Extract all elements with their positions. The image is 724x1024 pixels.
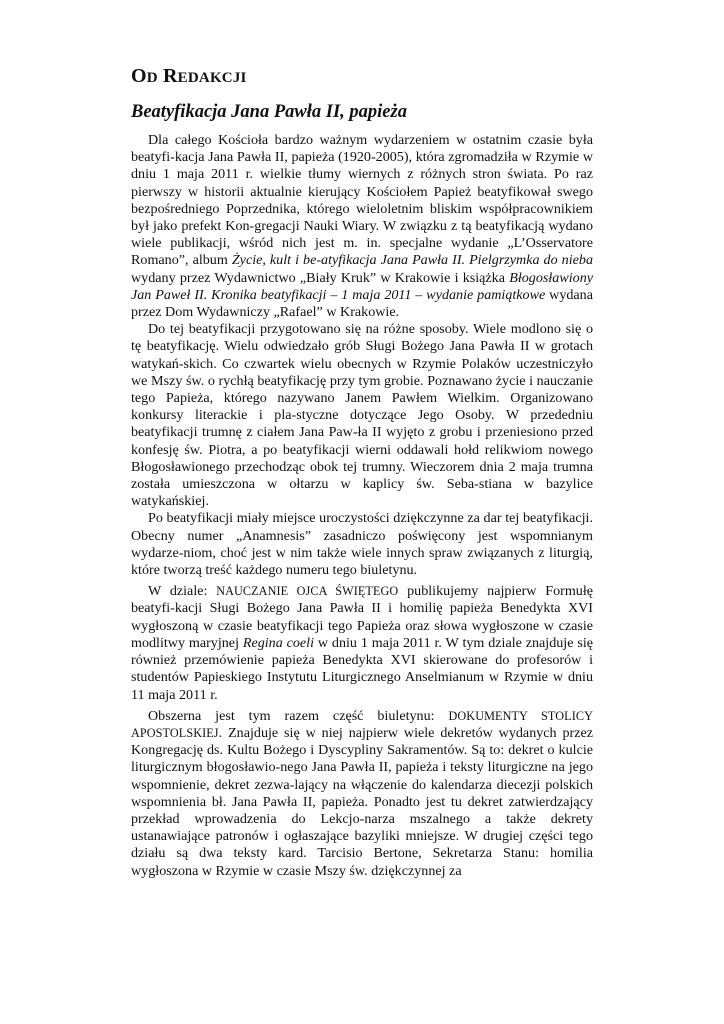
p4-section-name: NAUCZANIE OJCA ŚWIĘTEGO [216,584,399,599]
paragraph-1 [131,132,593,321]
p4-text-a: W dziale: [148,583,217,600]
header-initial-r: R [163,65,178,87]
p1-text-b: wydany przez Wydawnictwo „Biały Kruk” w Krakowie i książka [131,269,510,286]
p5-text-a: Obszerna jest tym razem część biuletynu: [148,707,449,724]
paragraph-2: Do tej beatyfikacji przygotowano się na różne sposoby. Wiele modlono się o tę beatyfikację. Wielu odwiedzało grób Sługi Bożego Jana Pawła II w grotach watykań-skich. Co czwartek wielu obecnych w Rzymie Polaków uczestniczyło we Mszy św. o rychłą beatyfikację przy tym grobie. Poznawano życie i nauczanie tego Papieża, którego nazywano Janem Pawłem Wielkim. Organizowano konkursy literackie i pla-styczne dotyczące Jego Osoby. W przededniu beatyfikacji trumnę z ciałem Jana Paw-ła II wyjęto z grobu i przeniesiono przed konfesję św. Piotra, a po beatyfikacji wierni oddawali hołd relikwiom nowego Błogosławionego przechodząc obok tej trumny. Wieczorem dnia 2 maja trumna została umieszczona w ołtarzu w kaplicy św. Seba-stiana w bazylice watykańskiej. [131,321,593,510]
p1-italic-title-1: Życie, kult i be-atyfikacja Jana Pawła II. Pielgrzymka do nieba [231,252,593,269]
p5-section-name: DOKUMENTY STOLICY APOSTOLSKIEJ [131,708,593,740]
p4-text-c: w dniu 1 maja 2011 r. W tym dziale znajduje się również przemówienie papieża Benedykta XVI skierowane do profesorów i studentów Papieskiego Instytutu Liturgicznego Anselmianum w Rzymie w dniu 11 maja 2011 r. [131,634,593,703]
section-header [131,64,593,90]
header-rest-edakcji: EDAKCJI [177,70,247,86]
p1-italic-title-2: Błogosławiony Jan Paweł II. Kronika beatyfikacji – 1 maja 2011 – wydanie pamiątkowe [131,269,593,303]
header-initial-o: O [131,65,147,87]
p1-text-c: wydana przez Dom Wydawniczy „Rafael” w Krakowie. [131,286,593,321]
article-title: Beatyfikacja Jana Pawła II, papieża [131,102,407,122]
p5-text-b: . Znajduje się w niej najpierw wiele dekretów wydanych przez Kongregację ds. Kultu Bożego i Dyscypliny Sakramentów. Są to: dekret o kulcie liturgicznym błogosławio-nego Jana Pawła II, papieża i teksty liturgiczne na jego wspomnienie, dekret zezwa-lający na włączenie do kalendarza diecezji polskich wspomnienia bł. Jana Pawła II, papieża. Ponadto jest tu dekret zatwierdzający przekład wprowadzenia do Lekcjo-narza mszalnego a także dekrety ustanawiające patronów i ogłaszające bazyliki mniejsze. W drugiej części tego działu są dwa teksty kard. Tarcisio Bertone, Sekretarza Stanu: homilia wygłoszona w Rzymie w czasie Mszy św. dziękczynnej za [131,724,593,879]
header-rest-d: D [146,70,158,86]
p4-italic-regina-coeli: Regina coeli [242,634,315,651]
paragraph-3: Po beatyfikacji miały miejsce uroczystości dziękczynne za dar tej beatyfikacji. Obecny numer „Anamnesis” zasadniczo poświęcony jest wspomnianym wydarze-niom, choć jest w nim także wiele innych spraw związanych z liturgią, które tworzą treść każdego numeru tego biuletynu. [131,510,593,579]
p4-text-b: publikujemy najpierw Formułę beatyfi-kacji Sługi Bożego Jana Pawła II i homilię papieża Benedykta XVI wygłoszoną w czasie beatyfikacji tego Papieża oraz słowa wygłoszone w czasie modlitwy maryjnej [131,583,594,651]
paragraph-5 [131,708,593,880]
paragraph-4 [131,583,593,703]
p1-text-a: Dla całego Kościoła bardzo ważnym wydarzeniem w ostatnim czasie była beatyfi-kacja Jana Pawła II, papieża (1920-2005), która zgromadziła w Rzymie w dniu 1 maja 2011 r. wielkie tłumy wiernych z różnych stron świata. Po raz pierwszy w historii aktualnie kierujący Kościołem Papież beatyfikował swego bezpośredniego Poprzednika, którego wieloletnim bliskim współpracownikiem był jako prefekt Kon-gregacji Nauki Wiary. W związku z tą beatyfikacją wydano wiele publikacji, wśród nich jest m. in. specjalne wydanie „L’Osservatore Romano”, album [131,132,593,269]
